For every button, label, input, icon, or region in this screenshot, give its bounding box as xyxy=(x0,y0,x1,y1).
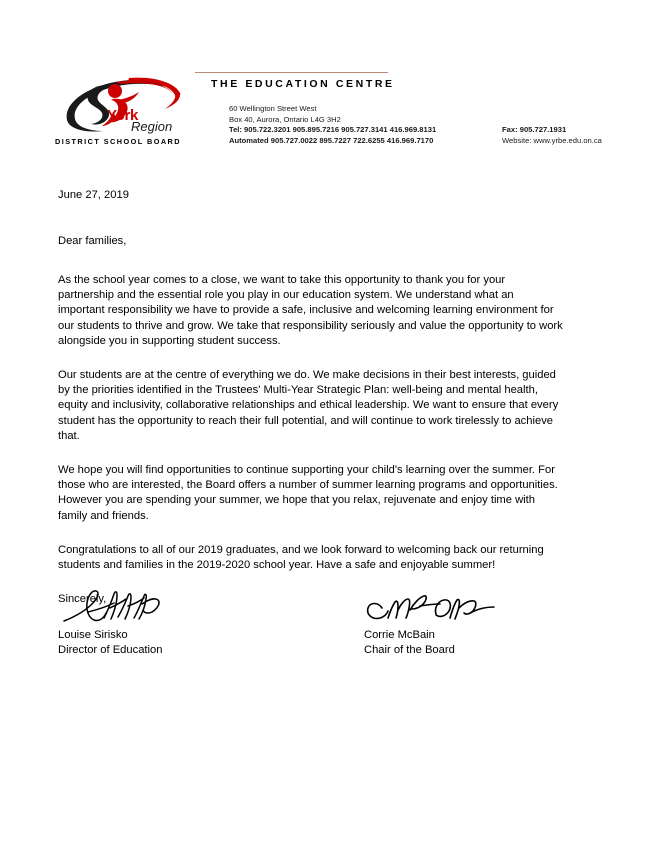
letter-date: June 27, 2019 xyxy=(58,189,129,201)
education-centre-title: THE EDUCATION CENTRE xyxy=(211,78,395,90)
letter-salutation: Dear families, xyxy=(58,235,127,247)
signatory-corrie-mcbain xyxy=(364,588,604,657)
logo-district-school-board-text: DISTRICT SCHOOL BOARD xyxy=(55,137,181,146)
letter-paragraph: Congratulations to all of our 2019 graduates, and we look forward to welcoming back our returning students and families in the 2019-2020 school year. Have a safe and enjoyable summer! xyxy=(58,543,544,572)
address-tel-line: Tel: 905.722.3201 905.895.7216 905.727.3141 416.969.8131 xyxy=(229,125,437,135)
logo-swoosh-figure-icon xyxy=(55,74,195,134)
address-city-line: Box 40, Aurora, Ontario L4G 3H2 xyxy=(229,114,341,124)
address-block xyxy=(229,104,436,146)
header-divider-rule xyxy=(195,72,388,73)
york-region-dsb-logo xyxy=(55,74,195,156)
contact-right-block xyxy=(502,125,602,146)
signatory-name: Corrie McBain xyxy=(364,629,435,641)
signature-block xyxy=(58,588,563,663)
letter-body xyxy=(58,188,563,607)
signatory-name: Louise Sirisko xyxy=(58,629,128,641)
letter-paragraph: As the school year comes to a close, we want to take this opportunity to thank you for your partnership and the essential role you play in our education system. We understand what an important responsibility we have to provide a safe, inclusive and welcoming learning environment for our students to thrive and grow. We take that responsibility seriously and value the opportunity to work alongside you in supporting student success. xyxy=(58,274,563,347)
signatory-louise-sirisko xyxy=(58,588,298,657)
letterhead xyxy=(0,0,655,165)
contact-website: Website: www.yrbe.edu.on.ca xyxy=(502,135,602,145)
letter-paragraph: We hope you will find opportunities to continue supporting your child's learning over the summer. For those who are interested, the Board offers a number of summer learning programs and opportunities. However you are spending your summer, we hope that you relax, rejuvenate and enjoy time with family and friends. xyxy=(58,464,558,522)
logo-region-text: Region xyxy=(131,119,173,134)
signatory-title: Director of Education xyxy=(58,643,163,656)
address-automated-line: Automated 905.727.0022 895.7227 722.6255 416.969.7170 xyxy=(229,135,434,145)
signature-image-louise-sirisko xyxy=(58,588,218,628)
letter-paragraph: Our students are at the centre of everything we do. We make decisions in their best interests, guided by the priorities identified in the Trustees' Multi-Year Strategic Plan: well-being and mental health, equity and inclusivity, collaborative relationships and ethical leadership. We want to ensure that every student has the opportunity to reach their full potential, and will continue to work tirelessly to achieve that. xyxy=(58,369,559,442)
logo-york-text: York xyxy=(107,107,139,124)
signature-image-corrie-mcbain xyxy=(364,588,524,628)
contact-fax: Fax: 905.727.1931 xyxy=(502,125,567,134)
address-street: 60 Wellington Street West xyxy=(229,104,317,113)
signatory-title: Chair of the Board xyxy=(364,643,455,656)
letter-closing: Sincerely, xyxy=(58,593,107,606)
